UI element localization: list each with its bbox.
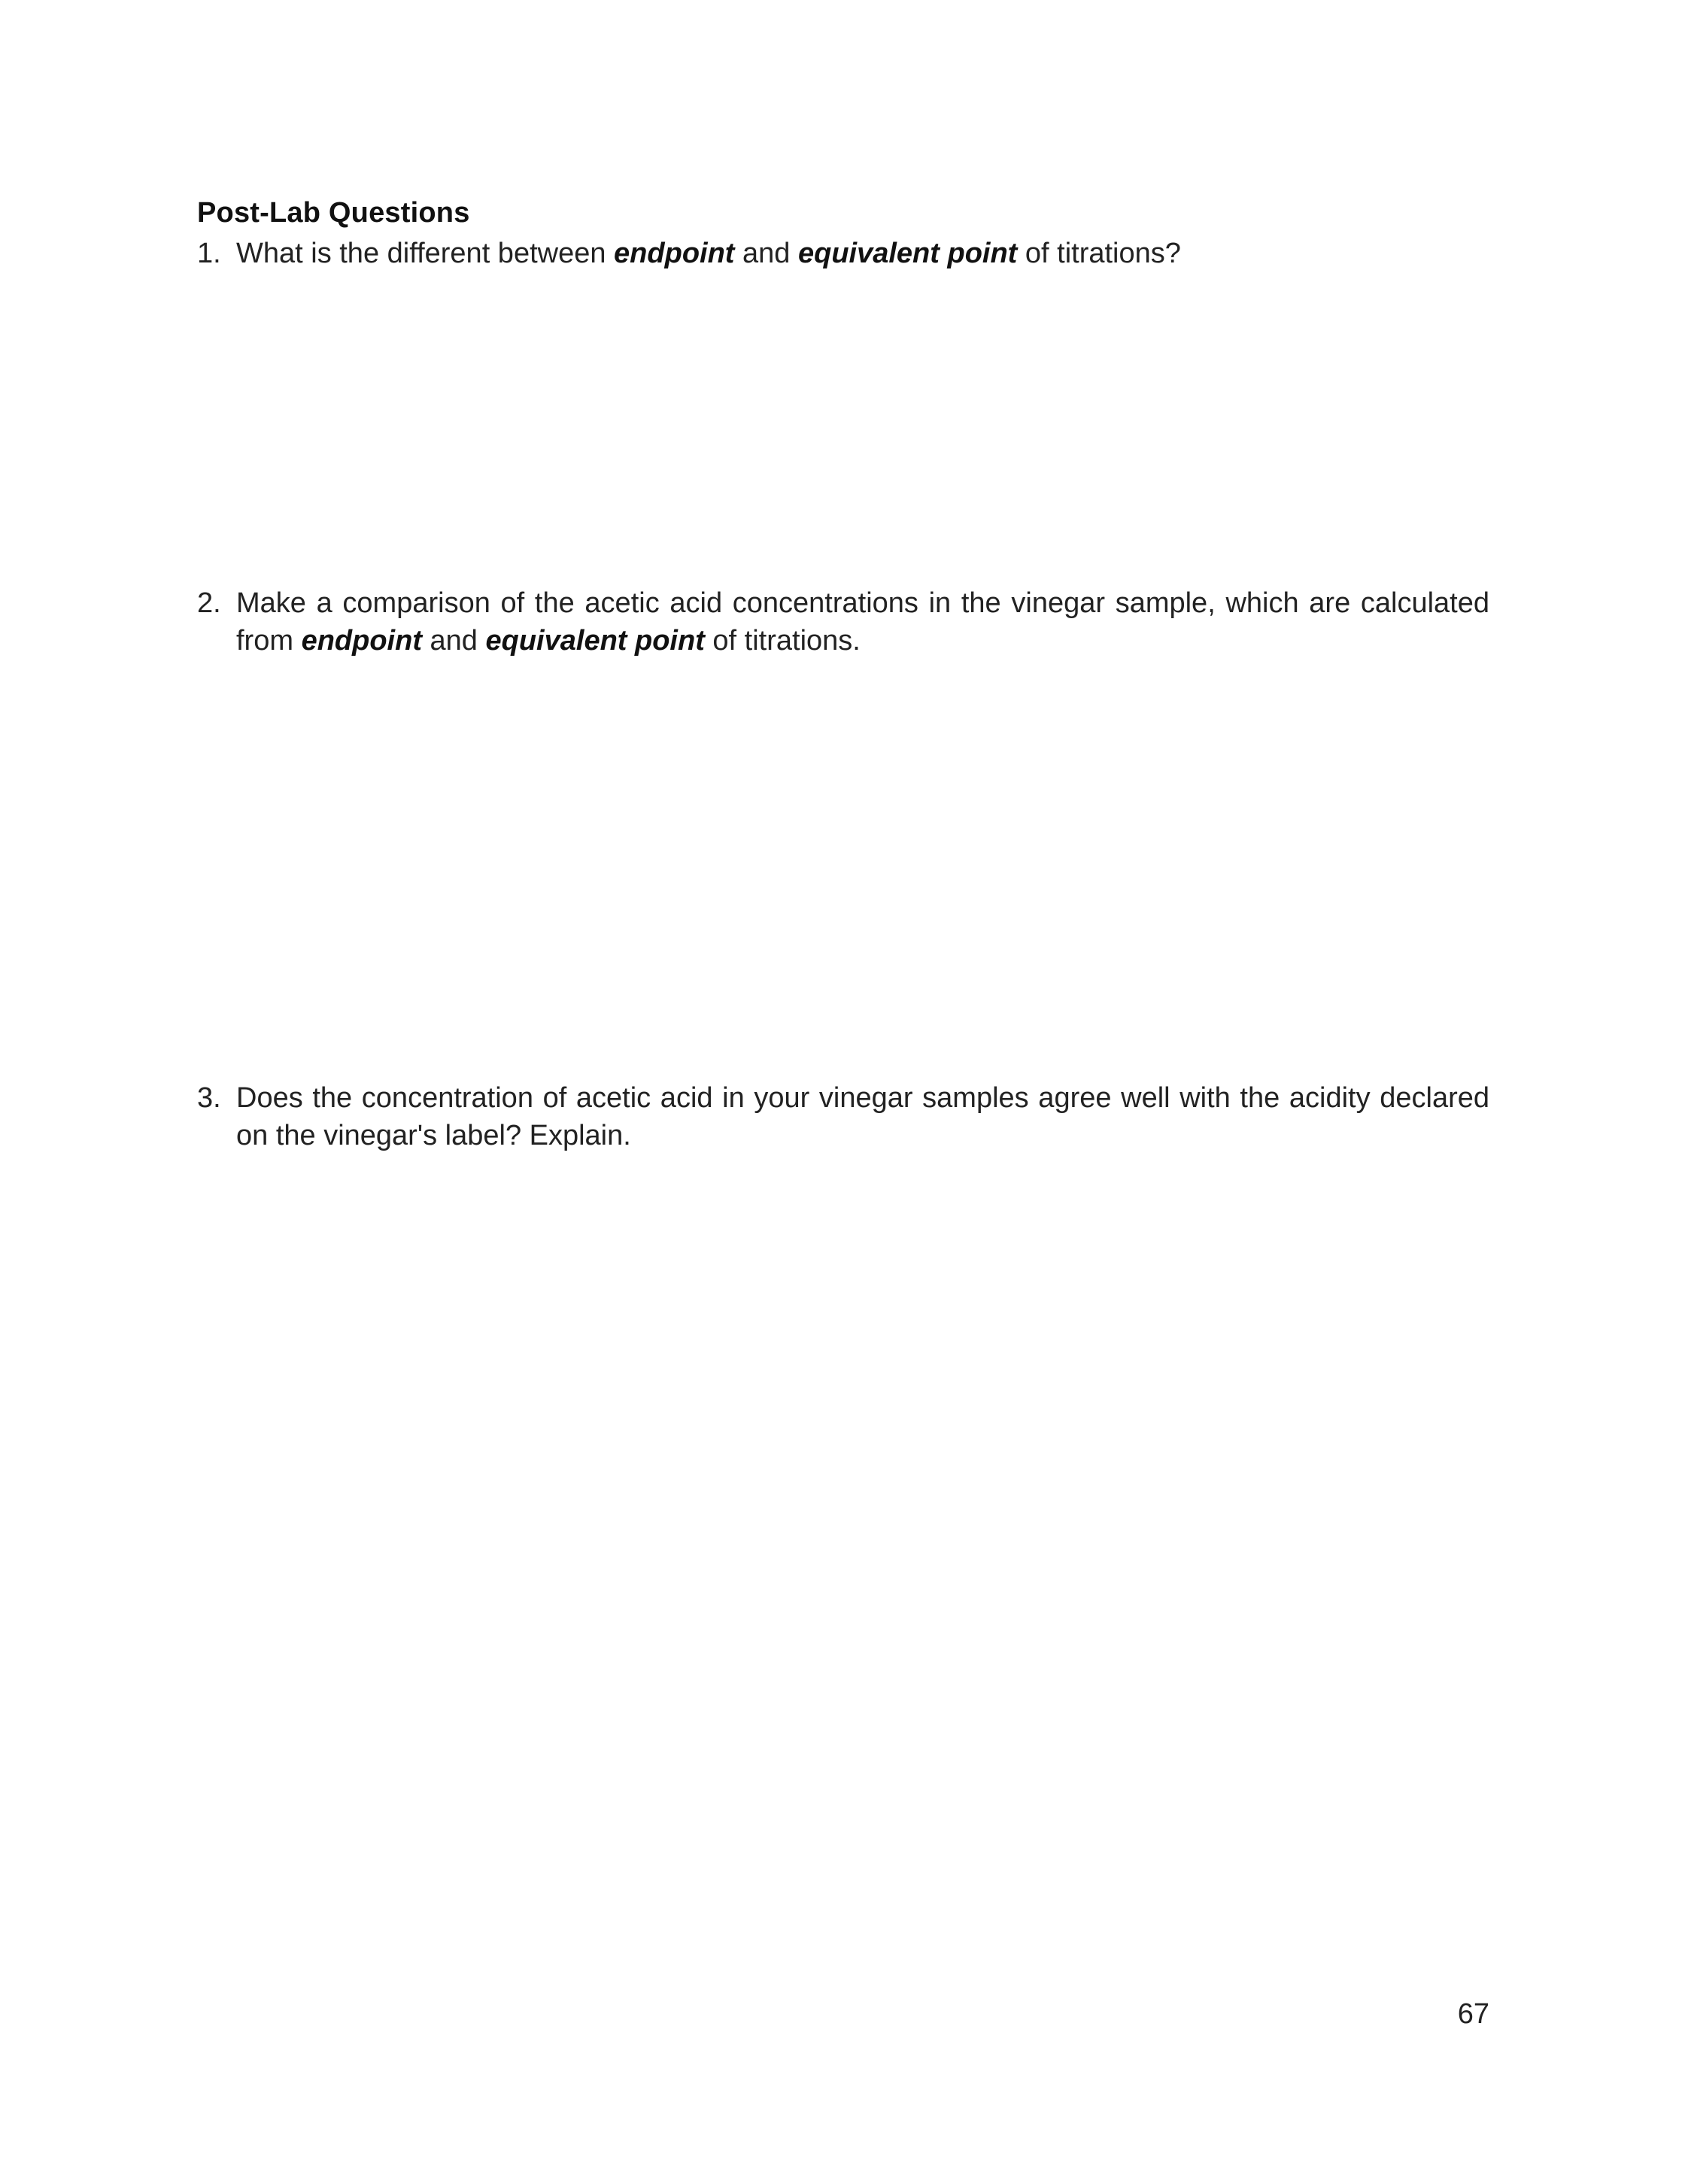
- question-number: 1.: [197, 238, 221, 269]
- question-text-part: Does the concentration of acetic acid in your vinegar samples agree well with the acidity declared on the vinegar's label? Explain.: [236, 1082, 1489, 1151]
- term-endpoint: endpoint: [614, 238, 735, 269]
- question-2: [197, 584, 1489, 660]
- page-number: 67: [1457, 1998, 1489, 2030]
- term-endpoint: endpoint: [301, 625, 422, 657]
- question-text-part: of titrations.: [704, 625, 861, 657]
- question-text-part: and: [421, 625, 486, 657]
- term-equivalent-point: equivalent point: [797, 238, 1018, 269]
- section-heading: Post-Lab Questions: [197, 197, 470, 229]
- question-text-part: What is the different between: [236, 238, 615, 269]
- question-text-part: of titrations?: [1017, 238, 1181, 269]
- question-text: [236, 1079, 1489, 1154]
- question-3: [197, 1079, 1489, 1154]
- question-number: 3.: [197, 1082, 221, 1114]
- question-text: [236, 235, 1489, 272]
- question-text-part: Make a comparison of the acetic acid concentrations in the vinegar sample, which are calculated from: [236, 587, 1489, 657]
- term-equivalent-point: equivalent point: [485, 625, 705, 657]
- question-text: [236, 584, 1489, 660]
- question-number: 2.: [197, 587, 221, 619]
- question-text-part: and: [734, 238, 798, 269]
- question-1: [197, 235, 1489, 272]
